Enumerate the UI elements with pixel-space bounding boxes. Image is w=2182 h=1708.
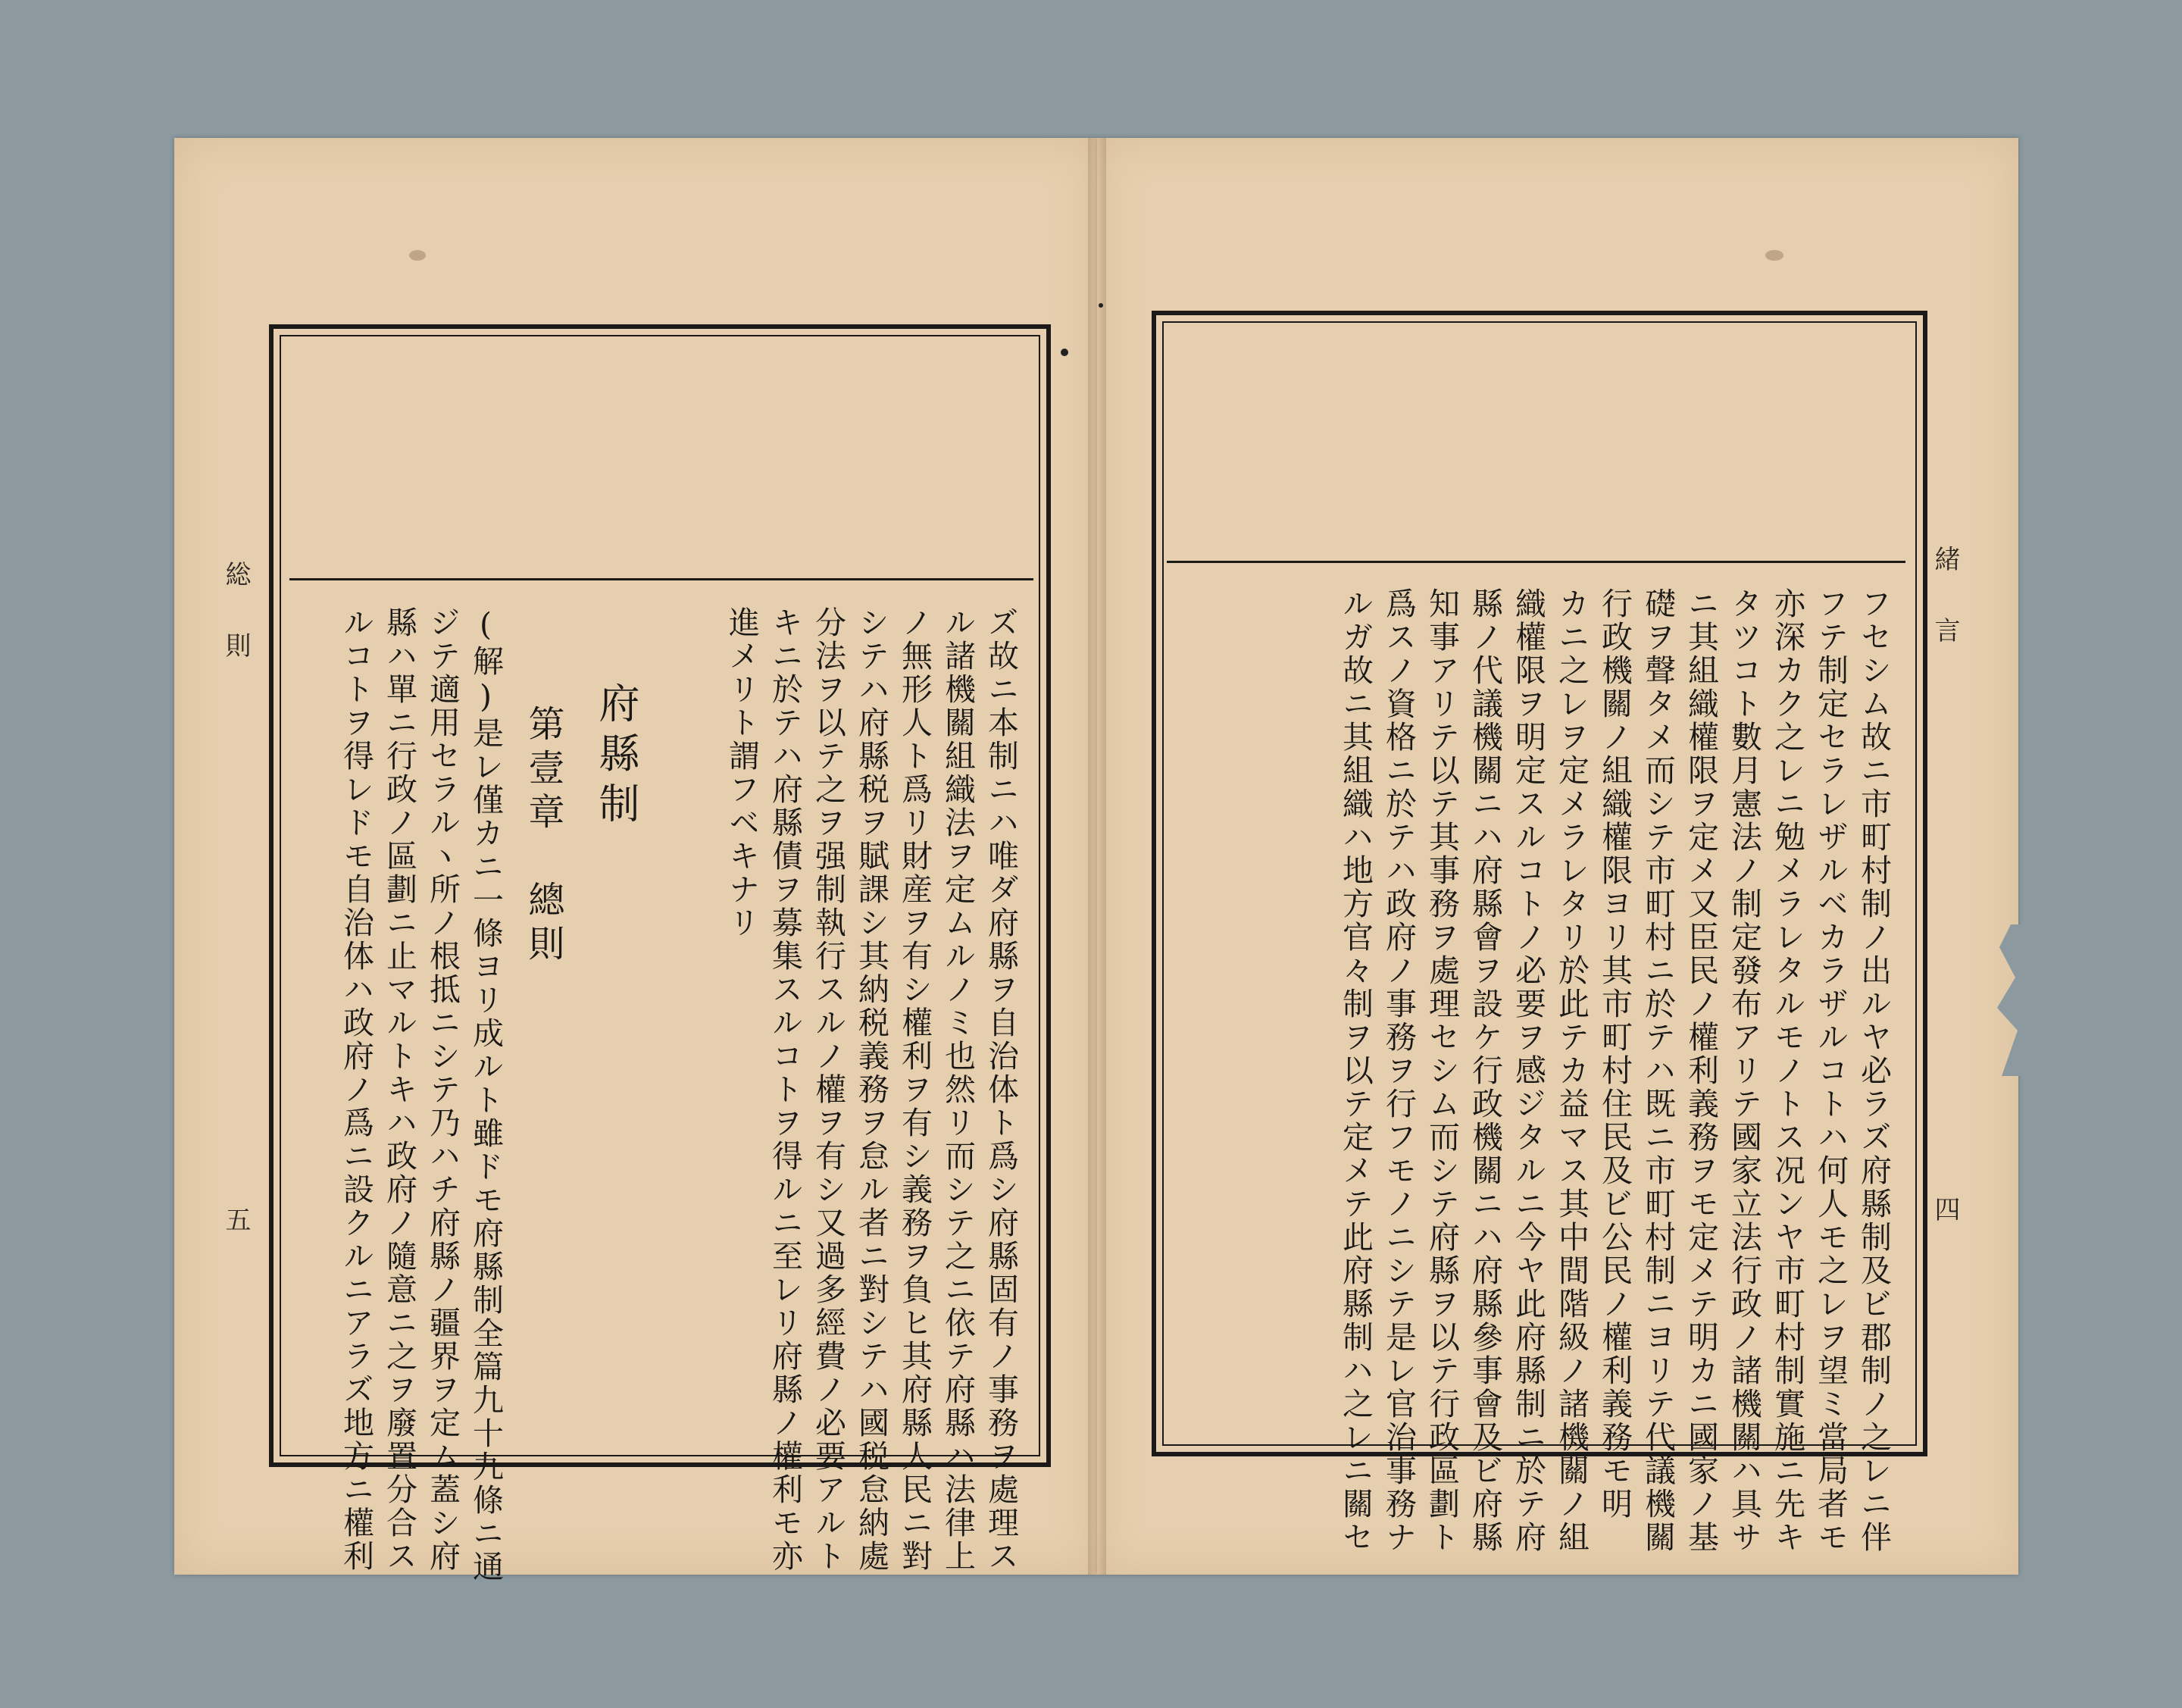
text-column: 亦深カク之レニ勉メラレタルモノトス况ンヤ市町村制實施ニ先キ bbox=[1769, 587, 1805, 1554]
right-header-divider bbox=[1167, 561, 1905, 563]
text-column: ジテ適用セラルヽ所ノ根抵ニシテ乃ハチ府縣ノ疆界ヲ定ム蓋シ府 bbox=[424, 606, 461, 1573]
text-column: ルガ故ニ其組織ハ地方官々制ヲ以テ定メテ此府縣制ハ之レニ關セ bbox=[1337, 587, 1374, 1554]
text-column: ル諸機關組織法ヲ定ムルノミ也然リ而シテ之ニ依テ府縣ハ法律上 bbox=[939, 606, 976, 1573]
text-column: (解)是レ僅カニ一條ヨリ成ルト雖ドモ府縣制全篇九十九條ニ通 bbox=[467, 606, 504, 1584]
text-column: 縣ハ單ニ行政ノ區劃ニ止マルトキハ政府ノ隨意ニ之ヲ廢置分合ス bbox=[381, 606, 417, 1573]
left-page-number: 五 bbox=[220, 1206, 251, 1278]
text-column: 爲スノ資格ニ於テハ政府ノ事務ヲ行フモノニシテ是レ官治事務ナ bbox=[1380, 587, 1417, 1554]
text-column: 礎ヲ聲タメ而シテ市町村ニ於テハ既ニ市町村制ニヨリテ代議機關 bbox=[1640, 587, 1676, 1554]
text-column: タツコト數月憲法ノ制定發布アリテ國家立法行政ノ諸機關ハ具サ bbox=[1726, 587, 1762, 1554]
text-column: 行政機關ノ組織權限ヨリ其市町村住民及ビ公民ノ權利義務モ明 bbox=[1596, 587, 1633, 1521]
text-column: キニ於テハ府縣債ヲ募集スルコトヲ得ルニ至レリ府縣ノ權利モ亦 bbox=[767, 606, 803, 1573]
book-gutter bbox=[1088, 138, 1106, 1575]
text-column: シテハ府縣税ヲ賦課シ其納税義務ヲ怠ル者ニ對シテハ國税怠納處 bbox=[853, 606, 889, 1573]
text-column: 織權限ヲ明定スルコトノ必要ヲ感ジタルニ今ヤ此府縣制ニ於テ府 bbox=[1510, 587, 1546, 1554]
text-column: ズ故ニ本制ニハ唯ダ府縣ヲ自治体ト爲シ府縣固有ノ事務ヲ處理ス bbox=[983, 606, 1019, 1573]
text-column: ノ無形人ト爲リ財産ヲ有シ權利ヲ有シ義務ヲ負ヒ其府縣人民ニ對 bbox=[896, 606, 933, 1573]
right-page-number: 四 bbox=[1930, 1196, 1960, 1267]
chapter-heading: 第壹章 總則 bbox=[522, 705, 564, 968]
binding-hole bbox=[1061, 349, 1068, 356]
text-column: カニ之レヲ定メラレタリ於此テカ益マス其中間階級ノ諸機關ノ組 bbox=[1553, 587, 1590, 1554]
text-column: フセシム故ニ市町村制ノ出ルヤ必ラズ府縣制及ビ郡制ノ之レニ伴 bbox=[1855, 587, 1892, 1554]
text-column: フテ制定セラレザルベカラザルコトハ何人モ之レヲ望ミ當局者モ bbox=[1812, 587, 1849, 1554]
binding-hole bbox=[1099, 303, 1103, 308]
text-column: 縣ノ代議機關ニハ府縣會ヲ設ケ行政機關ニハ府縣參事會及ビ府縣 bbox=[1467, 587, 1503, 1554]
left-header-divider bbox=[289, 578, 1033, 580]
paper-blemish bbox=[409, 250, 426, 261]
right-running-head: 緒言 bbox=[1930, 546, 1960, 688]
paper-blemish bbox=[1765, 250, 1783, 261]
text-column: 進メリト謂フベキナリ bbox=[724, 606, 760, 940]
text-column: 分法ヲ以テ之ヲ强制執行スルノ權ヲ有シ又過多經費ノ必要アルト bbox=[810, 606, 846, 1573]
text-column: 知事アリテ以テ其事務ヲ處理セシム而シテ府縣ヲ以テ行政區劃ト bbox=[1424, 587, 1460, 1554]
text-column: ルコトヲ得レドモ自治体ハ政府ノ爲ニ設クルニアラズ地方ニ權利 bbox=[338, 606, 374, 1573]
text-column: ニ其組織權限ヲ定メ又臣民ノ權利義務ヲモ定メテ明カニ國家ノ基 bbox=[1683, 587, 1719, 1554]
section-title: 府縣制 bbox=[592, 682, 640, 832]
left-running-head: 総則 bbox=[220, 561, 251, 703]
